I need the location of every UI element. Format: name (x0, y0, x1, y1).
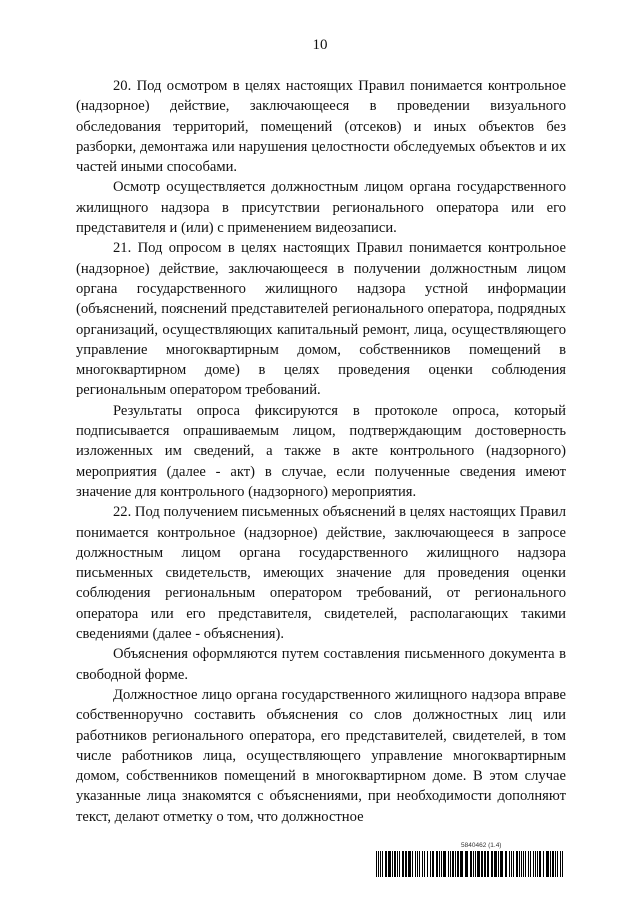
paragraph-inspection: Осмотр осуществляется должностным лицом органа государственного жилищного надзора в присутствии регионального оператора или его представителя и (или) с применением видеозаписи. (76, 179, 566, 237)
paragraph-official-right: Должностное лицо органа государственного жилищного надзора вправе собственноручно составить объяснения со слов должностных лиц или работников регионального оператора, его представителей, свидетелей, в том числе работников лица, осуществляющего управление многоквартирным домом, собственников помещений в многоквартирном доме. В этом случае указанные лица знакомятся с объяснениями, при необходимости дополняют текст, делают отметку о том, что должностное (76, 686, 566, 825)
paragraph-explanations-form: Объяснения оформляются путем составления письменного документа в свободной форме. (76, 646, 566, 683)
barcode-icon (376, 851, 566, 877)
paragraph-20: 20. Под осмотром в целях настоящих Правил понимается контрольное (надзорное) действие, заключающееся в проведении визуального обследования территорий, помещений (отсеков) и иных объектов без разборки, демонтажа или нарушения целостности обследуемых объектов и их частей иными способами. (76, 78, 566, 176)
page-number: 10 (312, 37, 328, 53)
document-code: 5840462 (1.4) (461, 842, 502, 849)
paragraph-22: 22. Под получением письменных объяснений в целях настоящих Правил понимается контрольное (надзорное) действие, заключающееся в запросе должностным лицом органа государственного жилищного надзора письменных свидетельств, имеющих значение для проведения оценки соблюдения региональным оператором требований, от регионального оператора или его представителя, свидетелей, располагающих такими сведениями (далее - объяснения). (76, 504, 566, 643)
document-body (76, 76, 566, 827)
paragraph-21: 21. Под опросом в целях настоящих Правил понимается контрольное (надзорное) действие, заключающееся в получении должностным лицом органа государственного жилищного надзора устной информации (объяснений, пояснений представителей регионального оператора, подрядных организаций, осуществляющих капитальный ремонт, лица, осуществляющего управление многоквартирным домом, собственников помещений в многоквартирном доме) в целях проведения оценки соблюдения региональным оператором требований. (76, 240, 566, 399)
paragraph-survey-results: Результаты опроса фиксируются в протоколе опроса, который подписывается опрашиваемым лицом, подтверждающим достоверность изложенных им сведений, а также в акте контрольного (надзорного) мероприятия (далее - акт) в случае, если полученные сведения имеют значение для контрольного (надзорного) мероприятия. (76, 402, 566, 500)
